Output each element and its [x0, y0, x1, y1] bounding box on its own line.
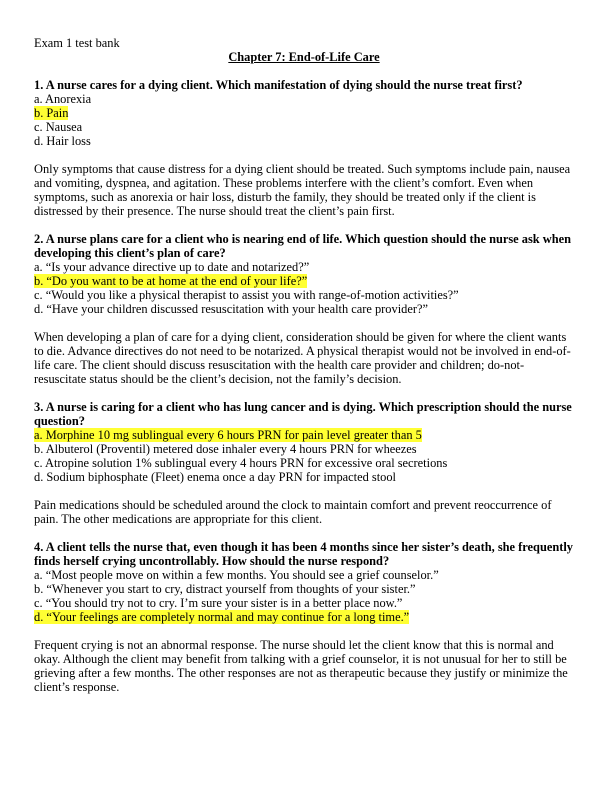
answer-options	[34, 428, 574, 484]
option-c: c. Atropine solution 1% sublingual every 4 hours PRN for excessive oral secretions	[34, 456, 448, 470]
option-b: b. “Whenever you start to cry, distract yourself from thoughts of your sister.”	[34, 582, 416, 596]
option-a-correct	[34, 428, 574, 442]
option-d-correct	[34, 610, 574, 624]
option-b-correct	[34, 274, 574, 288]
question-3	[34, 400, 574, 526]
correct-answer-highlight: b. “Do you want to be at home at the end of your life?”	[34, 274, 308, 288]
question-stem: 3. A nurse is caring for a client who has lung cancer and is dying. Which prescription should the nurse question?	[34, 400, 572, 428]
correct-answer-highlight: d. “Your feelings are completely normal and may continue for a long time.”	[34, 610, 410, 624]
question-4	[34, 540, 574, 694]
option-d: d. Sodium biphosphate (Fleet) enema once a day PRN for impacted stool	[34, 470, 397, 484]
option-d: d. Hair loss	[34, 134, 91, 148]
option-b-correct	[34, 106, 574, 120]
test-bank-label: Exam 1 test bank	[34, 36, 120, 50]
option-a: a. “Most people move on within a few months. You should see a grief counselor.”	[34, 568, 439, 582]
answer-options	[34, 260, 574, 316]
rationale-paragraph: Pain medications should be scheduled around the clock to maintain comfort and prevent reoccurrence of pain. The other medications are appropriate for this client.	[34, 498, 552, 526]
option-a: a. “Is your advance directive up to date and notarized?”	[34, 260, 310, 274]
option-d: d. “Have your children discussed resuscitation with your health care provider?”	[34, 302, 428, 316]
question-stem: 4. A client tells the nurse that, even though it has been 4 months since her sister’s death, she frequently finds herself crying uncontrollably. How should the nurse respond?	[34, 540, 573, 568]
correct-answer-highlight: a. Morphine 10 mg sublingual every 6 hours PRN for pain level greater than 5	[34, 428, 422, 442]
rationale-paragraph: When developing a plan of care for a dying client, consideration should be given for where the client wants to die. Advance directives do not need to be notarized. A physical therapist would not be involved in end-of-life care. The client should discuss resuscitation with the health care provider and children; do-not-resuscitate status should be the client’s decision, not the family’s decision.	[34, 330, 571, 386]
option-b: b. Albuterol (Proventil) metered dose inhaler every 4 hours PRN for wheezes	[34, 442, 417, 456]
answer-options	[34, 92, 574, 148]
rationale-paragraph: Only symptoms that cause distress for a dying client should be treated. Such symptoms include pain, nausea and vomiting, dyspnea, and agitation. These problems interfere with the client’s comfort. Even when symptoms, such as anorexia or hair loss, disturb the family, they should be treated only if the client is distressed by their presence. The nurse should treat the client’s pain first.	[34, 162, 571, 218]
question-stem: 1. A nurse cares for a dying client. Which manifestation of dying should the nurse treat first?	[34, 78, 523, 92]
question-1	[34, 78, 574, 218]
question-2	[34, 232, 574, 386]
chapter-title: Chapter 7: End-of-Life Care	[228, 50, 380, 64]
document-page	[34, 36, 574, 708]
option-c: c. Nausea	[34, 120, 83, 134]
option-c: c. “Would you like a physical therapist to assist you with range-of-motion activities?”	[34, 288, 459, 302]
correct-answer-highlight: b. Pain	[34, 106, 69, 120]
option-a: a. Anorexia	[34, 92, 92, 106]
question-stem: 2. A nurse plans care for a client who is nearing end of life. Which question should the nurse ask when developing this client’s plan of care?	[34, 232, 572, 260]
answer-options	[34, 568, 574, 624]
rationale-paragraph: Frequent crying is not an abnormal response. The nurse should let the client know that this is normal and okay. Although the client may benefit from talking with a grief counselor, it is not unusual for her to still be grieving after a few months. The other responses are not as therapeutic because they justify or minimize the client’s response.	[34, 638, 568, 694]
option-c: c. “You should try not to cry. I’m sure your sister is in a better place now.”	[34, 596, 403, 610]
